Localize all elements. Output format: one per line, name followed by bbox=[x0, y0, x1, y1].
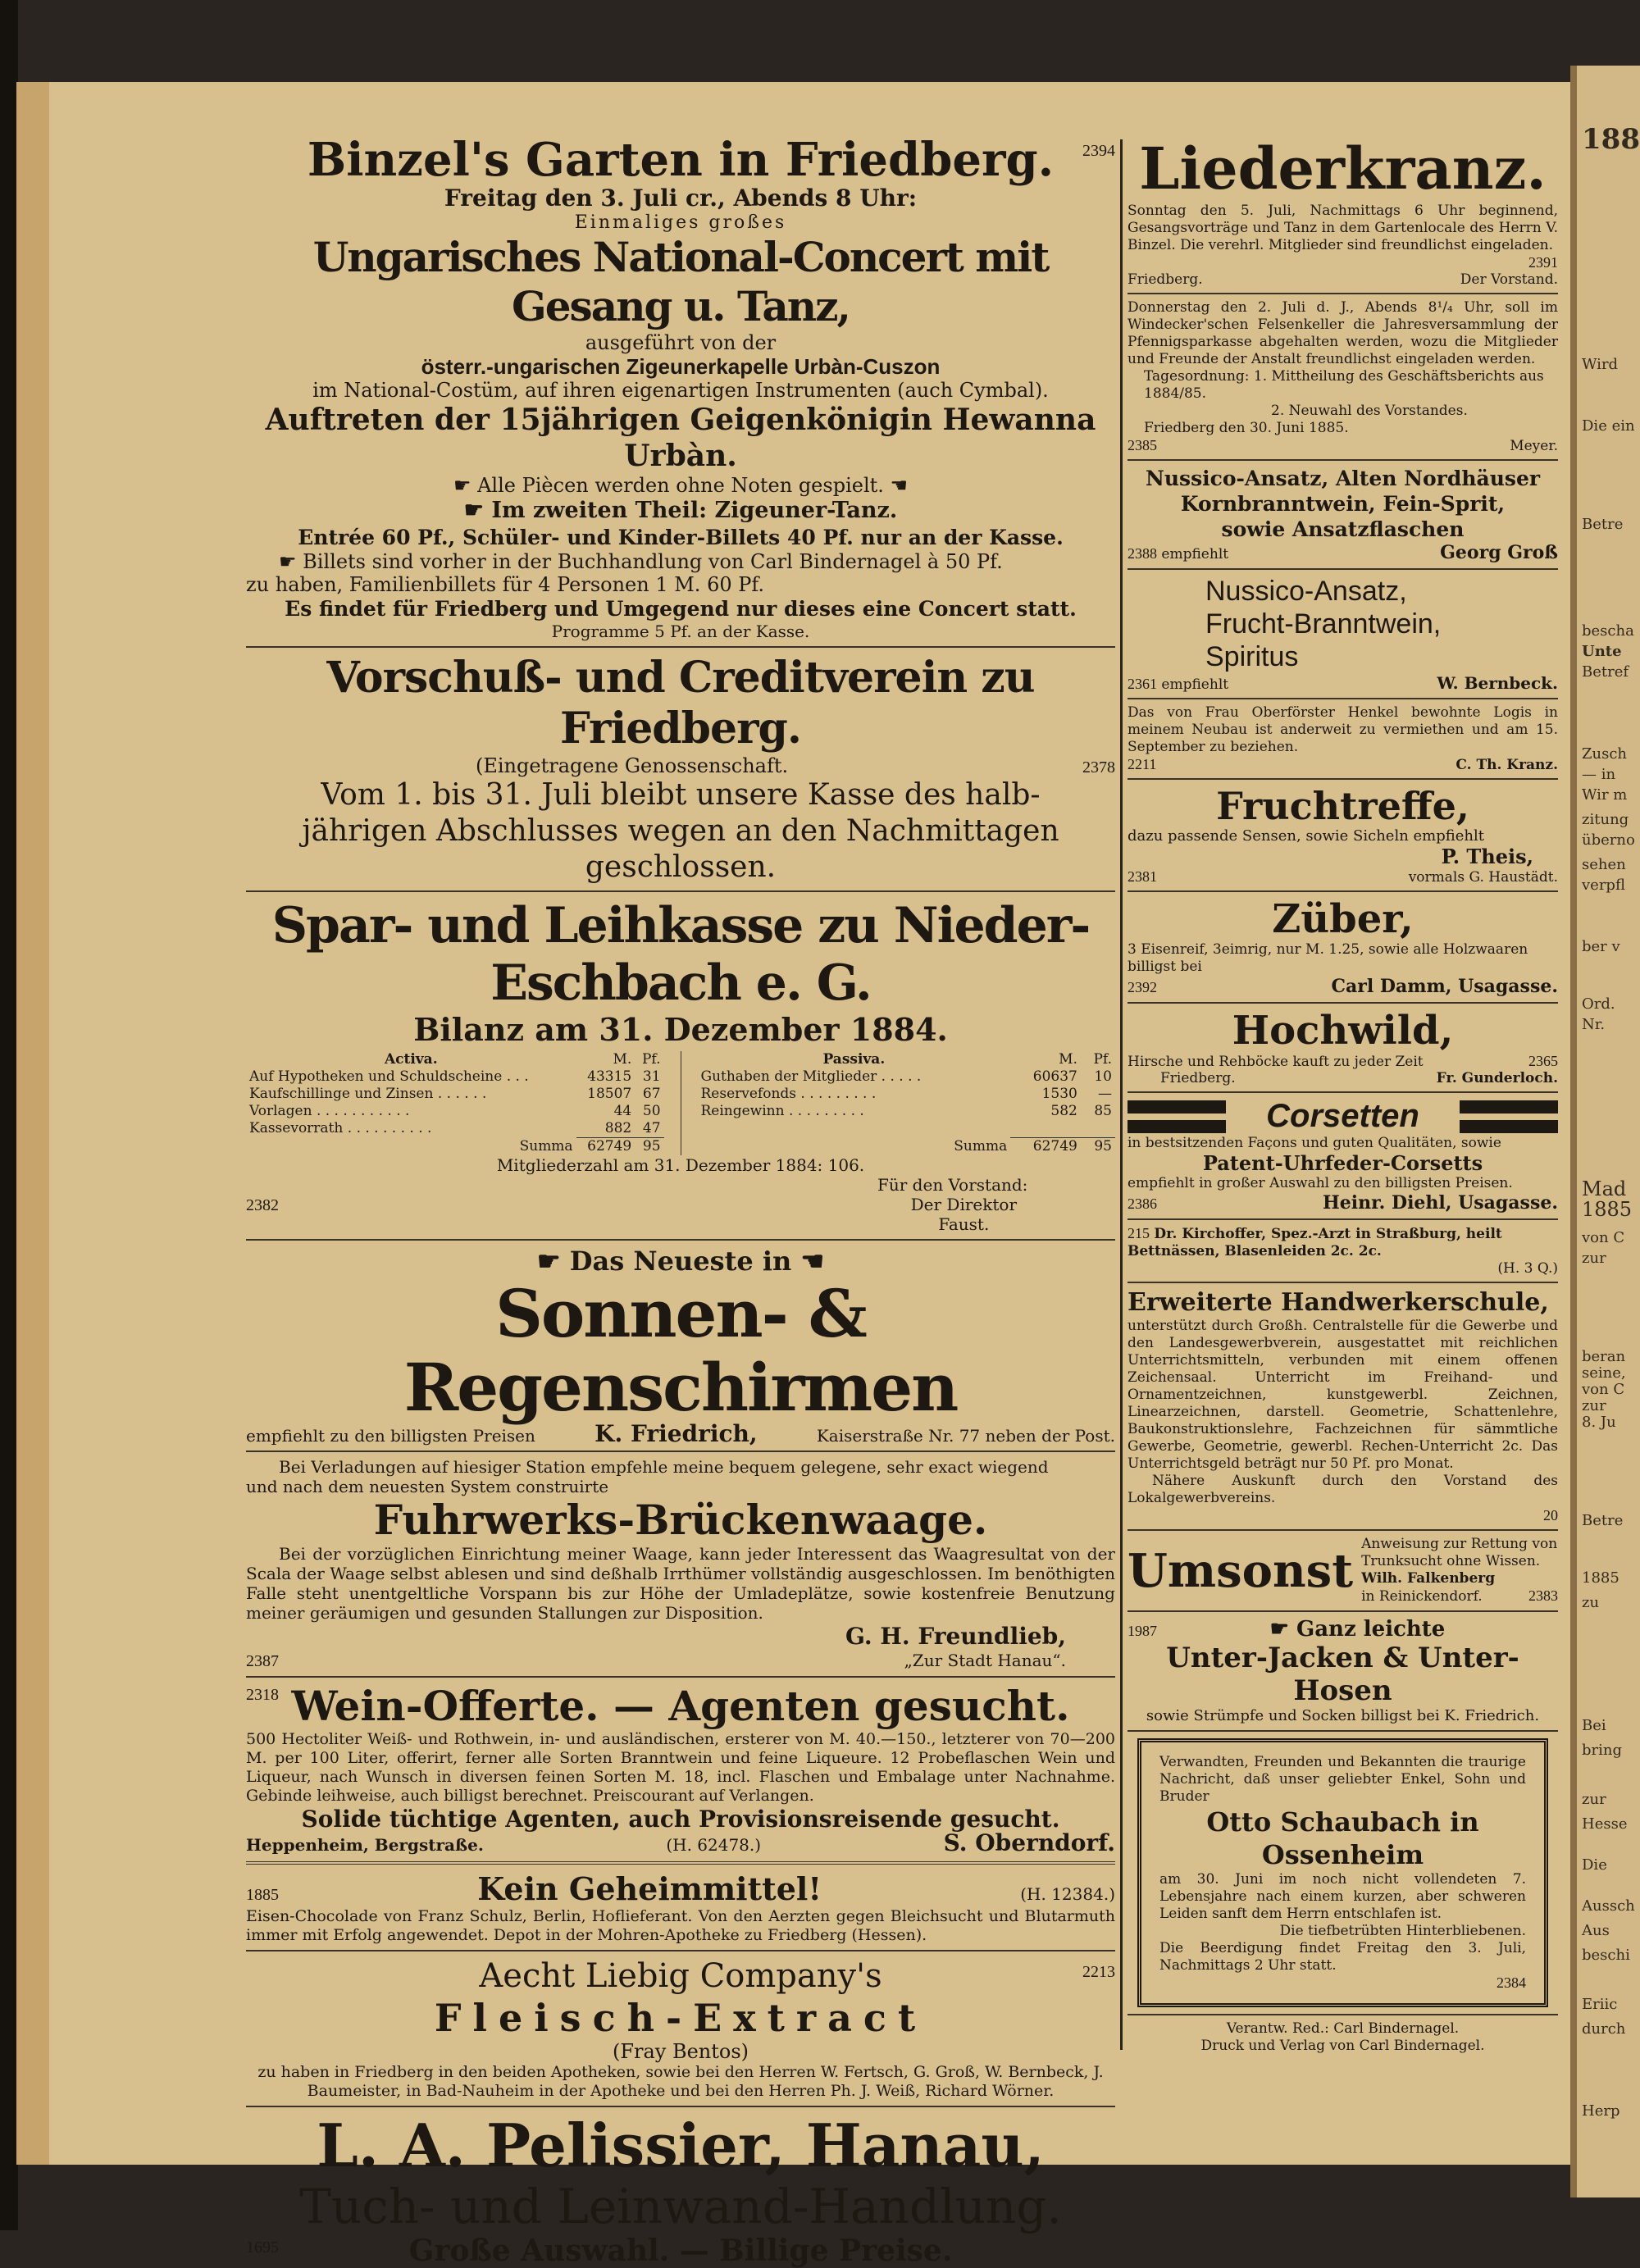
ad-text: Es findet für Friedberg und Umgegend nur dieses eine Concert statt. bbox=[285, 597, 1077, 621]
next-page-fragment: überno bbox=[1582, 831, 1635, 849]
ad-text: im National-Costüm, auf ihren eigenartigen Instrumenten (auch Cymbal). bbox=[312, 379, 1049, 402]
ad-text: Solide tüchtige Agenten, auch Provisionsreisende gesucht. bbox=[301, 1806, 1060, 1833]
m-header: M. bbox=[613, 1051, 632, 1068]
next-page-fragment: Aus bbox=[1582, 1922, 1610, 1939]
ad-title: Liederkranz. bbox=[1139, 134, 1547, 203]
ad-sign: W. Bernbeck. bbox=[1437, 673, 1558, 693]
ad-sign: Wilh. Falkenberg bbox=[1361, 1570, 1496, 1587]
balance-sheet bbox=[246, 1051, 1115, 1155]
ad-text: Kaiserstraße Nr. 77 neben der Post. bbox=[816, 1426, 1115, 1446]
divider bbox=[1128, 1730, 1558, 1732]
next-page-fragment: Wird bbox=[1582, 356, 1619, 373]
ad-text: Große Auswahl. — Billige Preise. bbox=[408, 2234, 953, 2268]
ad-text: Friedberg. bbox=[1128, 271, 1203, 288]
ad-damm bbox=[1128, 897, 1558, 997]
ad-name: K. Friedrich, bbox=[594, 1420, 758, 1447]
ad-text: ☛ Alle Piècen werden ohne Noten gespielt. ☚ bbox=[453, 474, 909, 497]
divider bbox=[246, 1676, 1115, 1678]
ad-subtitle: Bilanz am 31. Dezember 1884. bbox=[413, 1011, 948, 1048]
table-row: Kaufschillinge und Zinsen . . . . . . 18507 67 bbox=[249, 1086, 661, 1102]
ad-title: Binzel's Garten in Friedberg. bbox=[307, 133, 1055, 187]
divider bbox=[246, 1239, 1115, 1241]
next-page-fragment: Unte bbox=[1582, 643, 1622, 660]
ad-title: L. A. Pelissier, Hanau, bbox=[317, 2111, 1045, 2180]
imprint-editor: Verantw. Red.: Carl Bindernagel. bbox=[1226, 2020, 1460, 2037]
ad-number: 2381 bbox=[1128, 868, 1157, 885]
ad-spar-leihkasse bbox=[246, 897, 1115, 1234]
ad-kirchoffer bbox=[1128, 1225, 1558, 1277]
book-spine bbox=[0, 0, 18, 2230]
ad-text: ☛ Im zweiten Theil: Zigeuner-Tanz. bbox=[463, 498, 898, 523]
divider bbox=[1128, 1091, 1558, 1093]
ad-title: Aecht Liebig Company's bbox=[479, 1957, 882, 1995]
ad-body: Bei der vorzüglichen Einrichtung meiner Waage, kann jeder Interessent das Waagresultat von der Scala der Waage selbst ablesen und sind deßhalb Irrthümer vollständig ausgeschlossen. Im benöthigten Falle steht unentgeltliche Vorspann bis zur Höhe der Umladeplätze, sowie kostenfreie Benutzung meiner geräumigen und gesunden Stallungen zur Disposition. bbox=[246, 1544, 1115, 1623]
ad-friedrich-schirme bbox=[246, 1246, 1115, 1446]
ad-schulz bbox=[246, 1871, 1115, 1945]
ad-vorschuss bbox=[246, 653, 1115, 886]
pf-header: Pf. bbox=[641, 1051, 661, 1068]
next-page-fragment: Die ein bbox=[1582, 417, 1635, 435]
next-page-fragment: bring bbox=[1582, 1742, 1622, 1759]
table-row: Auf Hypotheken und Schuldscheine . . . 43315 31 bbox=[249, 1068, 661, 1085]
divider bbox=[246, 1861, 1115, 1865]
ad-sign: Der Vorstand. bbox=[1460, 271, 1558, 288]
divider bbox=[1128, 459, 1558, 461]
next-page-fragment: Betre bbox=[1582, 516, 1624, 533]
pointing-hand-icon: ☛ bbox=[463, 498, 492, 523]
ad-title: Züber, bbox=[1272, 896, 1414, 942]
divider bbox=[246, 646, 1115, 648]
ad-text: jährigen Abschlusses wegen an den Nachmittagen geschlossen. bbox=[302, 814, 1059, 884]
divider bbox=[1128, 1218, 1558, 1220]
ad-body: 500 Hectoliter Weiß- und Rothwein, in- und ausländischen, ersterer von M. 40.—150., letzterer von 70—200 M. per 100 Liter, offerirt, ferner alle Sorten Branntwein und feine Liqueure. 12 Probeflaschen Wein und Liqueur, nach Wunsch in diversen feinen Sorten M. 18, incl. Flaschen und Embalage unter Nachnahme. Gebinde leihweise, auch billigst berechnet. Preiscourant auf Verlangen. bbox=[246, 1730, 1115, 1805]
ad-text: vormals G. Haustädt. bbox=[1408, 869, 1558, 886]
ad-text: 2. Neuwahl des Vorstandes. bbox=[1271, 403, 1468, 419]
ad-text: empfiehlt zu den billigsten Preisen bbox=[246, 1426, 535, 1446]
divider bbox=[246, 890, 1115, 892]
ad-name: Otto Schaubach in Ossenheim bbox=[1206, 1806, 1479, 1870]
table-row: Kassevorrath . . . . . . . . . . 882 47 bbox=[249, 1120, 661, 1137]
next-page-fragment: — in bbox=[1582, 766, 1616, 783]
next-page-edge bbox=[1570, 66, 1640, 2197]
next-page-fragment: 8. Ju bbox=[1582, 1414, 1616, 1431]
ad-subtitle: sowie Ansatzflaschen bbox=[1221, 517, 1465, 541]
next-page-fragment: ber v bbox=[1582, 938, 1620, 955]
ad-number: 2385 bbox=[1128, 437, 1157, 453]
ad-title: Umsonst bbox=[1128, 1543, 1354, 1598]
next-page-fragment: seine, bbox=[1582, 1364, 1626, 1382]
ad-number: 1695 bbox=[246, 2238, 279, 2257]
table-row: Guthaben der Mitglieder . . . . . 60637 10 bbox=[700, 1068, 1112, 1086]
next-page-fragment: Herp bbox=[1582, 2102, 1620, 2120]
ad-text: dazu passende Sensen, sowie Sicheln empfiehlt bbox=[1128, 827, 1485, 845]
ad-title: Patent-Uhrfeder-Corsetts bbox=[1202, 1151, 1483, 1175]
ad-title: Fruchtreffe, bbox=[1216, 784, 1469, 828]
ad-text: Friedberg. bbox=[1160, 1070, 1236, 1086]
ad-number: 2388 bbox=[1128, 545, 1157, 562]
pointing-hand-icon: ☛ bbox=[279, 550, 303, 573]
next-page-fragment: 1885 bbox=[1582, 1198, 1633, 1221]
ad-body: Verwandten, Freunden und Bekannten die traurige Nachricht, daß unser geliebter Enkel, Sohn und Bruder bbox=[1159, 1754, 1526, 1805]
next-page-fragment: von C bbox=[1582, 1229, 1625, 1246]
left-column bbox=[246, 135, 1115, 2268]
next-page-fragment: zur bbox=[1582, 1250, 1606, 1267]
ad-text: in bestsitzenden Façons und guten Qualitäten, sowie bbox=[1128, 1135, 1501, 1151]
ad-theis bbox=[1128, 785, 1558, 886]
ad-sign: Georg Groß bbox=[1440, 542, 1558, 563]
divider bbox=[1128, 1529, 1558, 1531]
divider bbox=[1128, 2014, 1558, 2015]
ad-title: Fuhrwerks-Brückenwaage. bbox=[373, 1496, 988, 1544]
ad-text: (H. 62478.) bbox=[666, 1835, 762, 1855]
ad-body: Dr. Kirchoffer, Spez.-Arzt in Straßburg, heilt Bettnässen, Blasenleiden 2c. 2c. bbox=[1128, 1226, 1502, 1259]
ad-number: 2382 bbox=[246, 1196, 279, 1214]
ad-headline: Ungarisches National-Concert mit Gesang u. Tanz, bbox=[312, 233, 1049, 330]
next-page-fragment: Ord. bbox=[1582, 995, 1615, 1013]
ad-text: Spiritus bbox=[1205, 641, 1299, 672]
ad-date: Freitag den 3. Juli cr., Abends 8 Uhr: bbox=[444, 184, 918, 212]
next-page-fragment: verpfl bbox=[1582, 877, 1625, 894]
pf-header: Pf. bbox=[1093, 1051, 1112, 1068]
divider bbox=[1128, 890, 1558, 892]
ad-title: Wein-Offerte. — Agenten gesucht. bbox=[291, 1682, 1070, 1730]
ad-title: Sonnen- & Regenschirmen bbox=[403, 1275, 958, 1426]
summa-row: Summa 62749 95 bbox=[246, 1138, 664, 1156]
ad-number: 2318 bbox=[246, 1686, 279, 1704]
ad-body: unterstützt durch Großh. Centralstelle für die Gewerbe und den Landesgewerbverein, ausgestattet mit reichlichen Unterrichtsmitteln, verbunden mit einem offenen Zeichensaal. Unterricht im Freihand- und Ornamentzeichnen, kunstgewerbl. Zeichnen, Linearzeichnen, darstell. Geometrie, Schattenlehre, Baukonstruktionslehre, Fachzeichnen für sämmtliche Gewerbe, Geometrie, gewerbl. Rechen-Unterricht 2c. Das Unterrichtsgeld beträgt nur 50 Pf. pro Monat. bbox=[1128, 1318, 1558, 1472]
ad-liebig bbox=[246, 1956, 1115, 2101]
ad-title: Vorschuß- und Creditverein zu Friedberg. bbox=[326, 653, 1035, 754]
ad-number: 2387 bbox=[246, 1652, 279, 1670]
ad-number: 2361 bbox=[1128, 676, 1157, 692]
ad-text: Vom 1. bis 31. Juli bleibt unsere Kasse des halb- bbox=[321, 778, 1041, 812]
ad-sign: P. Theis, bbox=[1441, 845, 1533, 868]
ad-text: Für den Vorstand: bbox=[877, 1175, 1028, 1195]
pointing-hand-icon: ☛ bbox=[1269, 1617, 1296, 1642]
decorative-bars bbox=[1460, 1100, 1558, 1133]
ad-text: Nähere Auskunft durch den Vorstand des Lokalgewerbvereins. bbox=[1128, 1473, 1558, 1506]
ad-text: Hirsche und Rehböcke kauft zu jeder Zeit bbox=[1128, 1054, 1424, 1070]
ad-text: empfiehlt bbox=[1161, 676, 1229, 693]
next-page-fragment: Bei bbox=[1582, 1717, 1606, 1734]
ad-number: 20 bbox=[1543, 1507, 1558, 1523]
ad-title: Fleisch-Extract bbox=[434, 1996, 927, 2040]
decorative-bars bbox=[1128, 1100, 1226, 1133]
ad-text: ☛ Billets sind vorher in der Buchhandlung von Carl Bindernagel à 50 Pf. bbox=[279, 550, 1003, 573]
ad-text: Der Direktor bbox=[910, 1195, 1017, 1214]
imprint bbox=[1128, 2020, 1558, 2055]
next-page-fragment: Zusch bbox=[1582, 745, 1628, 763]
ad-body: Eisen-Chocolade von Franz Schulz, Berlin, Hoflieferant. Von den Aerzten gegen Bleichsucht und Blutarmuth immer mit Erfolg angewendet. Depot in der Mohren-Apotheke zu Friedberg (Hessen). bbox=[246, 1907, 1115, 1944]
ad-text: Heppenheim, Bergstraße. bbox=[246, 1835, 484, 1855]
ad-unterjacken bbox=[1128, 1617, 1558, 1725]
ad-pfennigsparkasse bbox=[1128, 299, 1558, 454]
column-divider bbox=[1120, 139, 1123, 2050]
divider bbox=[1128, 1610, 1558, 1612]
ad-number: 2213 bbox=[1082, 1963, 1115, 1981]
ad-pelissier bbox=[246, 2112, 1115, 2268]
next-page-fragment: Wir m bbox=[1582, 786, 1628, 804]
divider bbox=[246, 1950, 1115, 1951]
ad-text: Einmaliges großes bbox=[574, 212, 787, 233]
ad-title: Spar- und Leihkasse zu Nieder-Eschbach e. G. bbox=[271, 897, 1090, 1012]
ad-number: 215 bbox=[1128, 1225, 1150, 1241]
next-page-fragment: Eriic bbox=[1582, 1996, 1618, 2013]
ad-number: 2392 bbox=[1128, 979, 1157, 995]
ad-gross bbox=[1128, 466, 1558, 563]
ad-title: Erweiterte Handwerkerschule, bbox=[1128, 1288, 1549, 1317]
ad-text: ausgeführt von der bbox=[585, 331, 777, 354]
ad-text: ☛ Das Neueste in ☚ bbox=[536, 1246, 825, 1277]
ad-title: Unter-Jacken & Unter-Hosen bbox=[1166, 1642, 1519, 1707]
ad-text: Auftreten der 15jährigen Geigenkönigin Hewanna Urbàn. bbox=[265, 403, 1096, 473]
ad-sign: Meyer. bbox=[1510, 438, 1558, 454]
ad-subtitle: (Fray Bentos) bbox=[612, 2040, 749, 2063]
ad-body: Das von Frau Oberförster Henkel bewohnte Logis in meinem Neubau ist anderweit zu vermiethen und am 15. September zu beziehen. bbox=[1128, 704, 1558, 755]
passiva-table bbox=[697, 1051, 1115, 1155]
next-page-fragment: Betre bbox=[1582, 1512, 1624, 1529]
ad-text: ☛ Ganz leichte bbox=[1269, 1617, 1446, 1642]
ad-text: Frucht-Branntwein, bbox=[1205, 608, 1442, 640]
ad-subtitle: Tuch- und Leinwand-Handlung. bbox=[299, 2179, 1062, 2234]
summa-row: Summa 62749 95 bbox=[697, 1137, 1115, 1155]
table-row: Reservefonds . . . . . . . . . 1530 — bbox=[700, 1086, 1112, 1103]
passiva-header: Passiva. bbox=[822, 1051, 886, 1068]
next-page-fragment: Hesse bbox=[1582, 1815, 1628, 1833]
pointing-hand-icon: ☚ bbox=[791, 1246, 825, 1277]
next-page-fragment: zur bbox=[1582, 1791, 1606, 1808]
next-page-fragment: beschi bbox=[1582, 1947, 1630, 1964]
next-page-fragment: 1885 bbox=[1582, 1569, 1620, 1587]
ad-text: Entrée 60 Pf., Schüler- und Kinder-Billets 40 Pf. nur an der Kasse. bbox=[298, 526, 1064, 549]
ad-text: Nussico-Ansatz, bbox=[1205, 576, 1407, 607]
ad-text: Tagesordnung: 1. Mittheilung des Geschäftsberichts aus 1884/85. bbox=[1144, 368, 1544, 402]
activa-header: Activa. bbox=[384, 1051, 438, 1068]
ad-number: 2394 bbox=[1082, 142, 1115, 160]
ad-hochwild bbox=[1128, 1009, 1558, 1086]
ad-text: (H. 12384.) bbox=[1020, 1884, 1115, 1904]
table-row: Reingewinn . . . . . . . . . 582 85 bbox=[700, 1103, 1112, 1120]
ad-text: „Zur Stadt Hanau“. bbox=[904, 1651, 1066, 1670]
ad-binzel bbox=[246, 135, 1115, 641]
ad-kranz bbox=[1128, 704, 1558, 773]
ad-liederkranz bbox=[1128, 135, 1558, 288]
ad-sign: C. Th. Kranz. bbox=[1456, 757, 1558, 773]
ad-title: Kein Geheimmittel! bbox=[477, 1870, 822, 1907]
divider bbox=[1128, 698, 1558, 699]
ad-text: und nach dem neuesten System construirte bbox=[246, 1477, 609, 1496]
ad-text: Anweisung zur Rettung von Trunksucht ohne Wissen. bbox=[1361, 1536, 1558, 1569]
ad-text: in Reinickendorf. bbox=[1361, 1588, 1483, 1605]
pointing-hand-icon: ☚ bbox=[883, 474, 909, 497]
ad-corsetten bbox=[1128, 1098, 1558, 1214]
ad-title: Corsetten bbox=[1266, 1098, 1419, 1134]
ad-number: 2384 bbox=[1496, 1974, 1526, 1991]
death-notice bbox=[1137, 1738, 1548, 2007]
ad-number: 2378 bbox=[1082, 758, 1115, 776]
next-page-fragment: 188 bbox=[1582, 123, 1640, 156]
table-row: Vorlagen . . . . . . . . . . . 44 50 bbox=[249, 1103, 661, 1119]
ad-wein bbox=[246, 1683, 1115, 1855]
next-page-fragment: Mad bbox=[1582, 1177, 1627, 1200]
next-page-fragment: von C bbox=[1582, 1381, 1625, 1398]
ad-text: Friedberg den 30. Juni 1885. bbox=[1144, 420, 1349, 436]
next-page-fragment: zitung bbox=[1582, 811, 1629, 828]
divider bbox=[1128, 568, 1558, 570]
divider bbox=[1128, 1002, 1558, 1004]
divider bbox=[246, 1451, 1115, 1452]
next-page-fragment: bescha bbox=[1582, 622, 1634, 640]
ad-number: 2386 bbox=[1128, 1195, 1157, 1212]
ad-sign: Die tiefbetrübten Hinterbliebenen. bbox=[1279, 1923, 1526, 1939]
ad-sign: S. Oberndorf. bbox=[943, 1829, 1115, 1856]
ad-handwerkerschule bbox=[1128, 1288, 1558, 1524]
next-page-fragment: durch bbox=[1582, 2020, 1626, 2038]
divider bbox=[246, 2106, 1115, 2107]
divider bbox=[1128, 778, 1558, 780]
ad-body: am 30. Juni im noch nicht vollendeten 7. Lebensjahre nach einem kurzen, aber schweren Leiden sanft dem Herrn entschlafen ist. bbox=[1159, 1871, 1526, 1922]
next-page-fragment: zur bbox=[1582, 1397, 1606, 1414]
ad-number: 1885 bbox=[246, 1886, 279, 1904]
ad-sign: G. H. Freundlieb, bbox=[845, 1623, 1066, 1650]
next-page-fragment: Nr. bbox=[1582, 1016, 1606, 1033]
pointing-hand-icon: ☛ bbox=[536, 1246, 570, 1277]
ad-text: Die Beerdigung findet Freitag den 3. Juli, Nachmittags 2 Uhr statt. bbox=[1159, 1940, 1526, 1974]
ad-title: Hochwild, bbox=[1232, 1008, 1454, 1054]
ad-text: Mitgliederzahl am 31. Dezember 1884: 106. bbox=[496, 1155, 865, 1175]
ad-number: 2383 bbox=[1528, 1587, 1558, 1604]
ad-sign: Heinr. Diehl, Usagasse. bbox=[1322, 1192, 1558, 1214]
ad-text: empfiehlt in großer Auswahl zu den billigsten Preisen. bbox=[1128, 1175, 1513, 1191]
ad-freundlieb bbox=[246, 1457, 1115, 1671]
m-header: M. bbox=[1059, 1051, 1077, 1068]
ad-text: 3 Eisenreif, 3eimrig, nur M. 1.25, sowie alle Holzwaaren billigst bei bbox=[1128, 941, 1528, 975]
next-page-fragment: Die bbox=[1582, 1856, 1607, 1874]
ad-umsonst bbox=[1128, 1536, 1558, 1605]
divider bbox=[1128, 1282, 1558, 1283]
ad-number: 2391 bbox=[1528, 254, 1558, 271]
ad-number: 2211 bbox=[1128, 756, 1157, 772]
imprint-publisher: Druck und Verlag von Carl Bindernagel. bbox=[1200, 2038, 1485, 2054]
ad-number: 1987 bbox=[1128, 1623, 1157, 1639]
ad-text: Programme 5 Pf. an der Kasse. bbox=[551, 622, 810, 641]
next-page-fragment: beran bbox=[1582, 1348, 1626, 1365]
ad-text: Bei Verladungen auf hiesiger Station empfehle meine bequem gelegene, sehr exact wiegend bbox=[279, 1457, 1049, 1477]
activa-table bbox=[246, 1051, 664, 1155]
next-page-fragment: Aussch bbox=[1582, 1897, 1635, 1915]
ad-text: Faust. bbox=[938, 1214, 990, 1234]
ad-sign: Carl Damm, Usagasse. bbox=[1331, 976, 1558, 997]
ad-text: empfiehlt bbox=[1161, 546, 1229, 562]
ad-title: Nussico-Ansatz, Alten Nordhäuser Kornbranntwein, Fein-Sprit, bbox=[1145, 467, 1541, 516]
ad-text: österr.-ungarischen Zigeunerkapelle Urbàn-Cuszon bbox=[421, 354, 941, 379]
ad-body: Sonntag den 5. Juli, Nachmittags 6 Uhr beginnend, Gesangsvorträge und Tanz in dem Gartenlocale des Herrn V. Binzel. Die verehrl. Mitglieder sind freundlichst eingeladen. bbox=[1128, 203, 1558, 253]
ad-body: Donnerstag den 2. Juli d. J., Abends 8¹/₄ Uhr, soll im Windecker'schen Felsenkeller die Jahresversammlung der Pfennigsparkasse abgehalten werden, wozu die Mitglieder und Freunde der Anstalt freundlichst eingeladen werden. bbox=[1128, 299, 1558, 367]
ad-bernbeck bbox=[1128, 575, 1558, 693]
ad-text: sowie Strümpfe und Socken billigst bei K. Friedrich. bbox=[1146, 1707, 1540, 1724]
ad-subtitle: (Eingetragene Genossenschaft. bbox=[476, 754, 789, 777]
next-page-fragment: Betref bbox=[1582, 663, 1629, 681]
next-page-fragment: sehen bbox=[1582, 856, 1626, 873]
next-page-fragment: zu bbox=[1582, 1594, 1600, 1611]
pointing-hand-icon: ☛ bbox=[453, 474, 478, 497]
ad-number: 2365 bbox=[1528, 1053, 1558, 1069]
ad-sign: Fr. Gunderloch. bbox=[1436, 1070, 1558, 1086]
ad-text: zu haben, Familienbillets für 4 Personen 1 M. 60 Pf. bbox=[246, 573, 765, 596]
ad-text: (H. 3 Q.) bbox=[1497, 1260, 1558, 1277]
divider bbox=[1128, 293, 1558, 294]
right-column bbox=[1128, 135, 1558, 2055]
ad-body: zu haben in Friedberg in den beiden Apotheken, sowie bei den Herren W. Fertsch, G. Groß, W. Bernbeck, J. Baumeister, in Bad-Nauheim in der Apotheke und bei den Herren Ph. J. Weiß, Richard Wörner. bbox=[257, 2063, 1104, 2100]
